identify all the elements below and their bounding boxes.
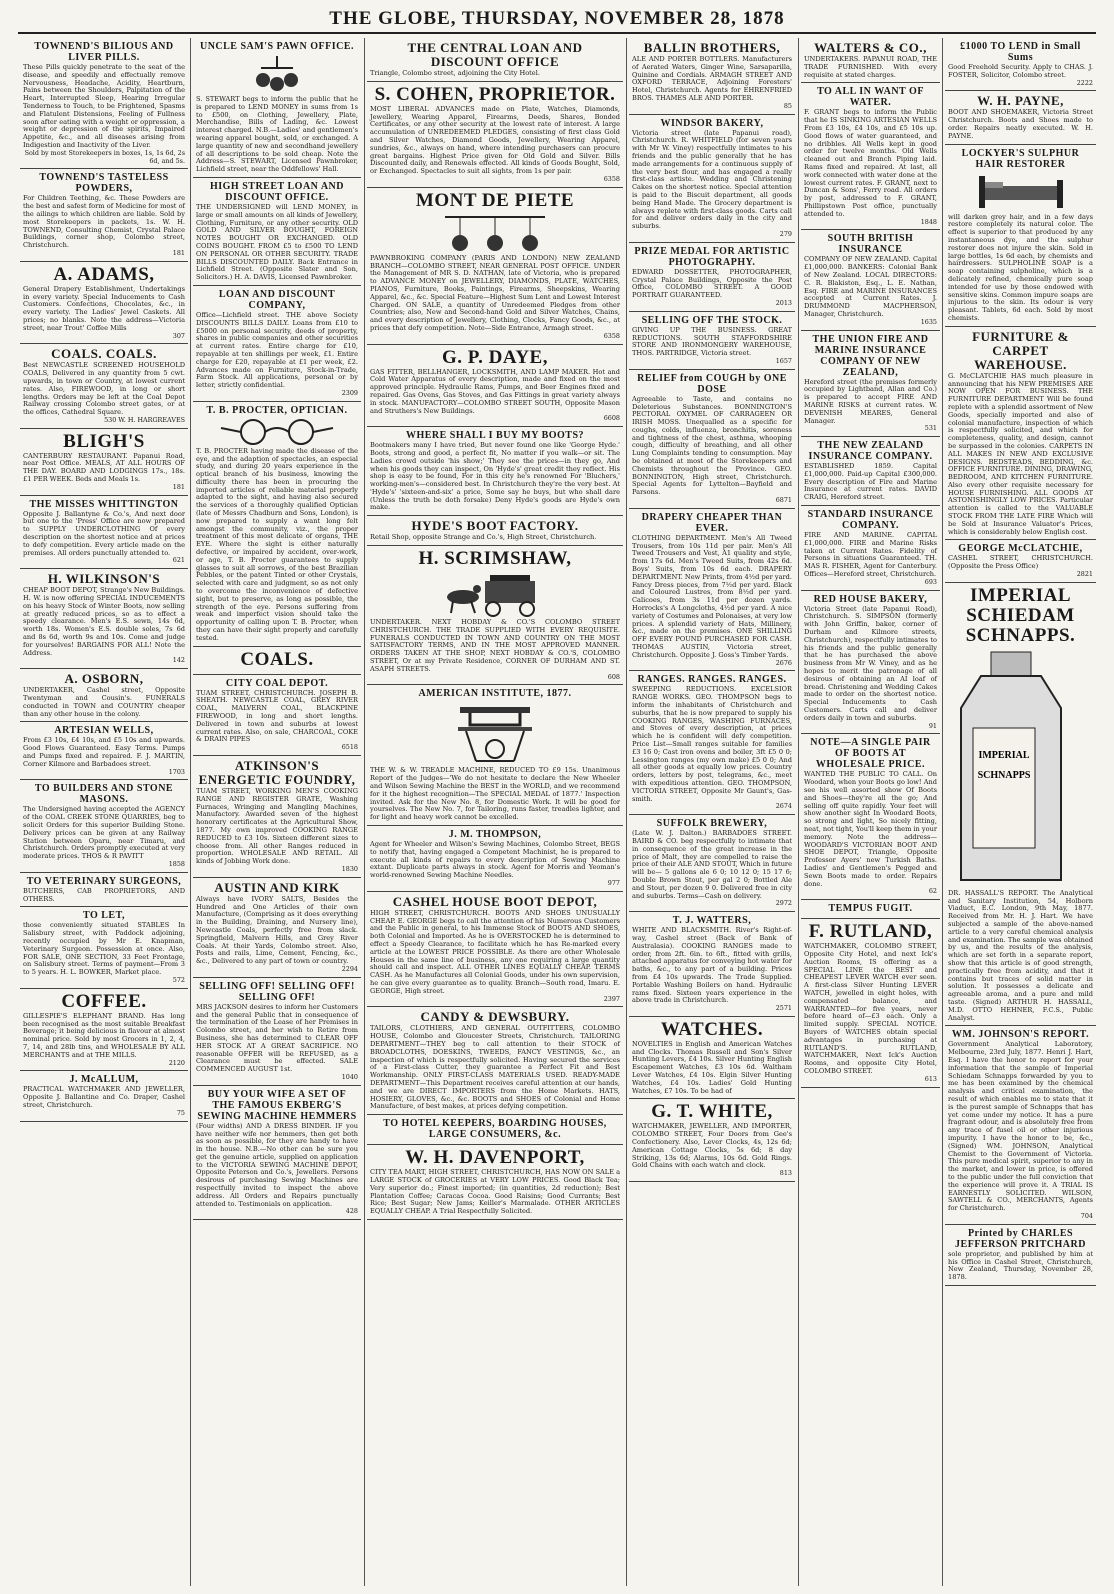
ad-body: These Pills quickly penetrate to the seat of the disease, and speedily and effectually remove Nervousness, Headache, Acidity, Heartburn, Pains between the Shoulders, Palpitation of the Heart, Interrupted Sleep, Hearing Irregular Tenderness to Touch, to be Frightened, Spasms and Flatulent Distensions, Feeling of Fullness soon after eating with a weight or oppression, a weight or depression of the spirits, Impaired Appetite, &c., and all diseases arising from Indigestion and Inactivity of the Liver. [23, 63, 185, 149]
ad-body: Victoria Street (late Papanui Road), Christchurch. S. SIMPSON (formerly with John Griffin, baker, corner of Durham and Kilmore streets, Christchurch), respectfully intimates to his friends and the public generally that he has purchased the above business from Mr W. Viney, and as he hopes to merit the patronage of all desirous of obtaining an AI loaf of bread. Christening and Wedding Cakes made to order on the shortest notice. Special Inducements to Cash Customers. Carts call and deliver orders daily in town and suburbs. [804, 604, 937, 722]
ad-number: 1858 [168, 859, 185, 868]
ad-number: 6358 [603, 174, 620, 183]
advertisement [629, 815, 795, 912]
ad-title: FURNITURE & CARPET WAREHOUSE. [972, 328, 1069, 372]
ad-body: MRS JACKSON desires to inform her Customers and the general Public that in consequence of the termination of the Lease of her Premises in Colombo street, and her wish to Retire from Business, she has determined to CLEAR OFF HER STOCK AT A GREAT SACRIFICE. NO reasonable OFFER will be REFUSED, as a Clearance must be effected. SALE COMMENCED AUGUST 1st. [196, 1002, 359, 1074]
ad-body: PRACTICAL WATCHMAKER AND JEWELLER, Opposite J. Ballantine and Co. Draper, Cashel street, Christchurch. [23, 1085, 185, 1109]
column-rule [942, 38, 943, 1586]
ad-body: THE UNDERSIGNED will LEND MONEY, in large or small amounts on all kinds of Jewellery, Clothing, Furniture, or any other security. OLD GOLD AND SILVER BOUGHT, FOREIGN NOTES BOUGHT OR EXCHANGED. OLD COINS BOUGHT. FROM £5 to £500 TO LEND ON PERSONAL OR OTHER SECURITY. TRADE BILLS DISCOUNTED DAILY. Back Entrance in Lichfield Street. (Opposite Slater and Son, Solicitors.) H. A. DAVIS, Licensed Pawnbroker. [196, 202, 358, 282]
advertisement [20, 1071, 188, 1121]
column-1 [20, 38, 188, 1586]
ad-body: Victoria street (late Papanui road), Christchurch. R. WHITFIELD (for seven years with Mr W. Viney) respectfully intimates to his friends and the public generally that he has made arrangements for a continuous supply of the very best flour, and has engaged a really first-class artiste. Wedding and Christening Cakes on the shortest notice. Special attention is paid to the Biscuit department, all goods being Hand Made. The Grocery department is always replete with first-class goods. Carts call for and deliver orders daily in the city and suburbs. [632, 128, 792, 231]
advertisement [20, 569, 188, 669]
pawn-illustration [255, 54, 299, 94]
ad-body: Always have IVORY SALTS, Besides the Hundred and One Articles of their own Manufacture, (Comprising as it does everything in the Building, Draining, and Nursery line), Newcastle Coals, perfectly free from slack. Springfield, Malvern Hills, and Grey River Coals. At their Yards, Colombo street. Also, Posts and rails, Lime, Cement, Fencing, &c., &c., Delivered to any part of town or country. [196, 894, 358, 966]
advertisement [629, 912, 795, 1017]
ad-title: COALS. COALS. [51, 346, 157, 362]
ad-body: will darken grey hair, and in a few days restore completely its natural color. The effect is superior to that produced by any instantaneous dye, and the sulphur restorer does not injure the skin. Sold in large bottles, 1s 6d each, by chemists and hairdressers. SULPHOLINE SOAP is a soap containing sulpholine, which is a delicately refined, chemically pure soap intended for use by those endowed with sensitive skins. Common impure soaps are injurious to the skin. Its odour is very pleasant. Tablets, 6d each. Sold by most chemists. [948, 212, 1093, 322]
ad-body: ALE AND PORTER BOTTLERS. Manufacturers of Aerated Waters, Ginger Wine, Sarsaparilla, Quinine and Cordials. ARMAGH STREET AND OXFORD TERRACE, Adjoining Foresters' Hotel, Christchurch. Agents for EHRENFRIED BROS. THAMES ALE AND PORTER. [632, 55, 792, 102]
ad-title: WINDSOR BAKERY, [660, 117, 764, 129]
ad-title: J. McALLUM, [69, 1074, 139, 1086]
ad-body: Agreeable to Taste, and contains no Deleterious Substances. BONNINGTON'S PECTORAL OXYMEL OF CARRAGEEN OR IRISH MOSS. Unequalled as a specific for coughs, colds, influenza, bronchitis, soreness and tightness of the chest, asthma, whooping cough, difficulty of breathing, and all other Lung Complaints tending to consumption. May be obtained at most of the Storekeepers and Chemists throughout the Province. GEO. BONNINGTON, High street, Christchurch. Special Agents for Lyttelton—Bayfield and Parsons. [632, 394, 792, 497]
bottle-illustration [951, 648, 1091, 888]
ad-number: 91 [928, 721, 937, 730]
ad-title: A. ADAMS, [53, 263, 155, 285]
ad-body: DR. HASSALL'S REPORT. The Analytical and Sanitary Institution, 54, Holborn Viaduct, E.C. London, 9th May, 1877. Received from Mr. H. J. Hart. We have subjected a sample of the above-named article to a very careful chemical analysis and examination. The sample was obtained by us, and the results of the analysis, which are set forth in a separate report, show that this article is of good strength, practically free from acidity, and that it contains but traces of solid matter in solution. It possesses a delicate and agreeable aroma, and a pure and mild taste. (Signed) ARTHUR H. HASSALL, M.D. OTTO HEHNER, F.C.S., Public Analyst. [948, 888, 1093, 1022]
ad-number: 613 [924, 1074, 937, 1083]
ad-body: Retail Shop, opposite Strange and Co.'s, High Street, Christchurch. [370, 533, 597, 542]
advertisement [629, 243, 795, 312]
ad-body: GILLESPIE'S ELEPHANT BRAND. Has long been recognised as the most suitable Breakfast Beverage; it being delicious in flavour at almost nominal price. Sold by most Grocers in 1, 2, 4, 7, 14, and 28lb tins, and WHOLESALE BY ALL MERCHANTS and at THE MILLS. [23, 1011, 185, 1059]
ad-title: AMERICAN INSTITUTE, 1877. [418, 688, 572, 700]
ad-number: 6358 [603, 331, 620, 340]
ad-title: THE NEW ZEALAND INSURANCE COMPANY. [808, 440, 933, 463]
ad-title: J. M. THOMPSON, [448, 829, 542, 841]
ad-title: COALS. [240, 648, 314, 670]
advertisement [945, 38, 1096, 91]
ad-body: FIRE AND MARINE. CAPITAL £1,000,000. FIRE and Marine Risks taken at Current Rates. Fidelity of Persons in situations Guaranteed. TH. MAS R. FISHER, Agent for Canterbury. Offices—Hereford street, Christchurch. [804, 531, 937, 579]
ad-body: COMPANY OF NEW ZEALAND. Capital £1,000,000. BANKERS: Colonial Bank of New Zealand. LOCAL DIRECTORS: C. R. Blakiston, Esq., L. E. Nathan, Esq. FIRE and MARINE INSURANCES accepted at Current Rates. J. DRUMMOND MACPHERSON, Manager, Christchurch. [804, 255, 937, 318]
advertisement [367, 38, 623, 82]
ad-number: 142 [172, 656, 185, 665]
ad-body: T. B. PROCTER having made the disease of the eye, and the adaption of spectacles, an especial study, and during 20 years experience in the optical branch of his business, knowing the difficulty there has been in procuring the imported articles of reliable material properly adapted to the sight, and having also secured the services of a thoroughly qualified Optician (late of Messrs Chadburn and Sons, London), is now prepared to supply a want long felt amongst the community, viz., the proper treatment of this most delicate of organs, THE EYE. Where the sight is either naturally defective, or impaired by accident, over-work, or age, T. B. Procter guarantees to supply glasses to suit all sorrows, of the best Brazilian Pebbles, or the patent Tinted or other Crystals, selected with care and judgment, so as not only to overcome the inconvenience of defective sight, but to preserve, as long as possible, the strength of the eye. Persons suffering from weak and imperfect vision should take the opportunity of calling upon T. B. Procter, when they can have their sight properly and carefully tested. [196, 446, 358, 642]
ad-title: THE CENTRAL LOAN AND DISCOUNT OFFICE [407, 40, 583, 69]
ad-body: GIVING UP THE BUSINESS. GREAT REDUCTIONS. SOUTH STAFFORDSHIRE STORE AND IRONMONGERY WAREHOUSE, THOS. PARTRIDGE, Victoria street. [632, 325, 792, 358]
ad-body: CLOTHING DEPARTMENT. Men's All Tweed Trousers, from 10s 11d per pair. Men's All Tweed Trousers and Vest, A1 quality and style, from 17s 6d. Men's Tweed Suits, from 42s 6d. Boys' Suits, from 10s 6d each. DRAPERY DEPARTMENT. New Prints, from 4½d per yard. Fancy Dress pieces, from 7½d per yard. Black and Coloured Lustres, from 8½d per yard. Calicoes, from 3s 11d per dozen yards. Horrocks's A Longcloths, 4½d per yard. A nice variety of Costumes and Polonaises, at very low prices. A splendid variety of Hats, Millinery, &c., made on the premises. ONE SHILLING OFF EVERY POUND PURCHASED FOR CASH. THOMAS AUSTIN, Victoria street, Christchurch. Opposite J. Goss's Timber Yards. [632, 533, 792, 659]
ad-title: RELIEF from COUGH by ONE DOSE [637, 372, 787, 395]
masthead-title: THE GLOBE, THURSDAY, NOVEMBER 28, 1878 [18, 6, 1096, 34]
ad-number: 2222 [1076, 78, 1093, 87]
balls-illustration [435, 213, 555, 253]
ad-number: 704 [1080, 1211, 1093, 1220]
ad-title: BUY YOUR WIFE A SET OF THE FAMOUS EKBERG'S SEWING MACHINE HEMMERS [197, 1088, 357, 1122]
advertisement [367, 685, 623, 826]
hearse-illustration [435, 571, 555, 617]
ad-body: Good Freehold Security. Apply to CHAS. J. FOSTER, Solicitor, Colombo street. [948, 63, 1093, 79]
ad-number: 621 [172, 556, 185, 565]
ad-body: Office—Lichfield street. THE above Society DISCOUNTS BILLS DAILY. Loans from £10 to £5000 on personal security, deeds of property, shares in public companies and other securities at current rates. Entire charge for £10, repayable at ten shillings per week, £1. Entire charge for £20, repayable at £1 per week, £2. Advances made on Furniture, Stock-in-Trade, Farm Stock. All applications, personal or by letter, strictly confidential. [196, 310, 358, 390]
ad-body: Hereford street (the premises formerly occupied by Lightband, Allan and Co.) is prepared to accept FIRE AND MARINE RISKS at current rates. W. DEVENISH MEARES, General Manager. [804, 377, 937, 425]
advertisement [629, 1017, 795, 1100]
advertisement [629, 38, 795, 115]
ad-title: SOUTH BRITISH INSURANCE [827, 233, 914, 256]
advertisement [801, 230, 940, 330]
ad-body: Bootmakers many I have tried, But never found one like 'George Hyde.' Boots, strong and good, a perfect fit, No matter if you walk—or sit. The Ladies crowd outside 'his show;' They see the prices—in they go, And when his goods they can inspect, On 'Hyde's' great credit they reflect. His shop is easy to be found, For in this city he's renowned For 'Bluchers,' working-men's—considered best. In Christchurch they're the very best. At 'Hyde's' 'sixteen-and-six' a price, Some say he buys, but who shall dare (Unless the truth be doth forsake) Deny Hyde's goods are Hyde's own make. [370, 441, 620, 512]
advertisement [193, 647, 361, 675]
ad-title: TO ALL IN WANT OF WATER. [817, 86, 924, 109]
ad-number: 2397 [603, 994, 620, 1003]
ad-number: 181 [172, 482, 185, 491]
advertisement [20, 344, 188, 428]
column-2 [193, 38, 361, 1586]
ad-body: BUTCHERS, CAB PROPRIETORS, AND OTHERS. [23, 886, 185, 903]
ad-number: 1635 [920, 317, 937, 326]
ad-body: EDWARD DOSSETTER, PHOTOGRAPHER, Crystal Palace Buildings, Opposite the Post Office, COLOMBO STREET. A GOOD PORTRAIT GUARANTEED. [632, 267, 792, 300]
ad-number: 572 [172, 975, 185, 984]
advertisement [193, 675, 361, 756]
ad-body: WANTED THE PUBLIC TO CALL. On Woodard, when your Boots go low! And see his well assorted show Of Boots and Shoes—they're all the go; And selling off quite rapidly. Your feet will show another sight In Woodard Boots, so strong and light, So nicely fitting, neat, not tight, You'll keep them in your memory. Note the address— WOODARD'S VICTORIAN BOOT AND SHOE DEPOT, Triangle, Opposite Professor Ayers' new Turkish Baths. Ladies' and Gentlemen's Pegged and Sewn Boots made to order. Repairs done. [804, 770, 937, 888]
ad-number: 2676 [775, 658, 792, 667]
advertisement [193, 1086, 361, 1221]
ad-title: LOAN AND DISCOUNT COMPANY, [218, 288, 336, 311]
ad-body: NOVELTIES in English and American Watches and Clocks. Thomas Russell and Son's Silver Hunting Levers, £4 10s. Silver Hunting English Escapement Watches, £3 10s 6d. Waltham Lever Watches, £4 10s. Elgin Silver Hunting Watches, £4 10s. Ladies' Gold Hunting Watches, £7 10s. To be had of [632, 1039, 792, 1095]
ad-title: SUFFOLK BREWERY, [656, 818, 768, 830]
advertisement [367, 546, 623, 685]
ad-body: Opposite J. Ballantyne & Co.'s, And next door but one to the 'Press' Office are now prepared to SUPPLY UNDERCLOTHING Of every description on the shortest notice and at prices to defy competition. Every article made on the premises. All orders punctually attended to. [23, 509, 185, 557]
ad-body: GAS FITTER, BELLHANGER, LOCKSMITH, AND LAMP MAKER. Hot and Cold Water Apparatus of every description, made and fixed on the most approved principle. Hydraulic Rams, Pumps, and Beer Engines fixed and repaired. Gas Ovens, Gas Stoves, and Gas Fittings in great variety always in stock. MANUFACTORY—COLOMBO STREET SOUTH, Opposite Mason and Struthers's New Buildings. [370, 367, 620, 415]
ad-number: 2571 [775, 1004, 792, 1013]
ad-number: 1848 [920, 217, 937, 226]
ad-title: TO VETERINARY SURGEONS, [26, 875, 182, 887]
ad-number: 307 [172, 331, 185, 340]
bed-illustration [971, 172, 1071, 212]
ad-title: T. B. PROCTER, OPTICIAN. [206, 404, 348, 416]
ad-body: Government Analytical Laboratory, Melbourne, 23rd July, 1877. Henri J. Hart, Esq. I have the honor to report for your information that the sample of Imperial Schiedam Schnapps forwarded by you to me has been examined by the chemical analysis and critical examination, the result of which enables me to state that it is the purest sample of Schnapps that has yet come under my notice. It has a pure fragrant odour, and is absolutely free from any trace of fusel oil or other injurious impurity. I have the honor to be, &c., (Signed) WM. JOHNSON, Analytical Chemist to the Government of Victoria. This pure medical spirit, superior to any in the market, and lower in price, is offered to the public under the full conviction that the experience will prove it. A TRIAL IS EARNESTLY SOLICITED. WILSON, SAWTELL & CO., MERCHANTS, Agents for Christchurch. [948, 1040, 1093, 1213]
advertisement [801, 734, 940, 900]
column-6 [945, 38, 1096, 1586]
column-5 [801, 38, 940, 1586]
advertisement [20, 873, 188, 908]
ad-title: TOWNEND'S BILIOUS AND LIVER PILLS. [34, 41, 174, 63]
advertisement [367, 516, 623, 546]
ad-body: Best NEWCASTLE SCREENED HOUSEHOLD COALS, Delivered in any quantity from 5 cwt. upwards, in town or Country, at lowest current rates. Also, FIREWOOD, in long or short lengths. Orders may be left at the Coal Depot Railway crossing Colombo street gates, or at the offices, Cathedral Square. [23, 361, 185, 417]
column-rule [364, 38, 365, 1586]
ad-title: RED HOUSE BAKERY, [813, 593, 928, 605]
ad-title: H. WILKINSON'S [47, 571, 161, 587]
ad-title: BLIGH'S [63, 430, 145, 452]
ad-number: 6608 [603, 414, 620, 423]
ad-number: 62 [928, 887, 937, 896]
advertisement [367, 82, 623, 188]
ad-body: sole proprietor, and published by him at his Office in Cashel Street, Christchurch, New Zealand, Thursday, November 28, 1878. [948, 1249, 1093, 1282]
ad-title: BALLIN BROTHERS, [643, 40, 781, 55]
ad-title: Printed by CHARLES JEFFERSON PRITCHARD [955, 1227, 1086, 1250]
bottle-label-1: IMPERIAL [977, 749, 1030, 761]
ad-title: CANDY & DEWSBURY. [420, 1009, 570, 1025]
ad-title: CITY COAL DEPOT. [225, 677, 329, 689]
ad-title: F. RUTLAND, [808, 921, 933, 943]
ad-body: SWEEPING REDUCTIONS. EXCELSIOR RANGE WORKS. GEO. THOMPSON begs to inform the inhabitants of Christchurch and suburbs, that he is now prepared to supply his COOKING RANGES, WASHING FURNACES, and Stoves of every description, at prices which he is confident will defy competition. Price List—Small ranges suitable for families £3 16 0; Cast iron ovens and boiler, 3ft £5 0 0; Lessington ranges (my own make) £5 0 0; And all other goods at equally low prices. Country orders, letters by post, telegrams, &c., meet with expeditious attention. GEO. THOMPSON, VICTORIA STREET, Opposite Mr Gaunt's, Gas-smith. [632, 685, 792, 803]
advertisement [367, 1007, 623, 1115]
ad-title: THE MISSES WHITTINGTON [29, 498, 179, 510]
ad-body: G. McCLATCHIE HAS much pleasure in announcing that his NEW PREMISES ARE NOW OPEN FOR BUSINESS. THE FURNITURE DEPARTMENT Will be found replete with a splendid assortment of New Goods, specially imported and also of colonial manufacture, inspection of which is respectfully solicited, and which for completeness, quality, and design, cannot be surpassed in the colonies. CARPETS IN ALL MAKES IN NEW AND EXCLUSIVE DESIGNS. BEDSTEADS, BEDDING, &c. OFFICE FURNITURE. DINING, DRAWING, BEDROOM, AND KITCHEN FURNITURE. Also every other requisite necessary for HOUSE FURNISHING. ALL GOODS AT ASTONISHINGLY LOW PRICES. Particular attention is called to the VALUABLE STOCK FROM THE LATE FIRE Which will be Sold at Insurance Valuator's Prices, which is considerably below English cost. [948, 371, 1093, 536]
advertisement [801, 919, 940, 1087]
ad-number: 1830 [341, 864, 358, 873]
ad-body: (Late W. J. Dalton.) BARBADOES STREET. BAIRD & CO. beg respectfully to intimate that in consequence of the great increase in the price of Malt, they are compelled to raise the price of their ALE AND STOUT, Which in future will be— 5 gallons ale 6 0; 10 12 0; 15 17 6; Double Brown Stout, per gal 2 0; Bottled Ale and Stout, per dozen 9 0. Delivered free in city and suburbs. Terms—Cash on delivery. [632, 829, 792, 900]
advertisement [20, 669, 188, 722]
ad-title: AUSTIN AND KIRK [214, 879, 340, 895]
advertisement [945, 1225, 1096, 1286]
ad-title: S. COHEN, PROPRIETOR. [374, 83, 616, 105]
advertisement [193, 38, 361, 178]
ad-body: CASHEL STREET, CHRISTCHURCH. (Opposite the Press Office) [948, 554, 1093, 571]
bottle-label-2: SCHNAPPS [977, 769, 1030, 781]
ad-body: those conveniently situated STABLES In Salisbury street, with Paddock adjoining, recently occupied by Mr E. Knapman, Veterinary Surgeon. Possession at once. Also, FOR SALE, ONE SECTION, 33 Feet Frontage, on Salisbury street. Terms of payment—From 3 to 5 years. H. L. BOWKER, Market place. [23, 921, 185, 977]
advertisement [801, 331, 940, 438]
ad-number: 608 [607, 672, 620, 681]
ad-title: WALTERS & CO., [814, 40, 927, 55]
ad-number: 2821 [1076, 570, 1093, 579]
ad-body: BOOT AND SHOEMAKER, Victoria Street Christchurch. Boots and Shoes made to order. Repairs neatly executed. W. H. PAYNE. [948, 108, 1093, 140]
ad-body: UNDERTAKER. NEXT HOBDAY & CO.'S COLOMBO STREET CHRISTCHURCH. THE TRADE SUPPLIED WITH EVERY REQUISITE. FUNERALS CONDUCTED IN TOWN AND COUNTRY ON THE MOST SATISFACTORY TERMS, AND IN THE MOST APPROVED MANNER. ORDERS TAKEN AT THE SHOP, NEXT HOBDAY & CO.'S, COLOMBO STREET, Or at my Private Residence, CORNER OF DURHAM AND ST. ASAPH STREETS. [370, 618, 620, 673]
ad-number: 530 W. H. HARGREAVES [104, 415, 185, 424]
advertisement [20, 429, 188, 496]
ad-title: UNCLE SAM'S PAWN OFFICE. [199, 41, 355, 52]
ad-body: Triangle, Colombo street, adjoining the City Hotel. [370, 69, 540, 77]
advertisement [801, 38, 940, 83]
advertisement [801, 506, 940, 591]
advertisement [801, 591, 940, 735]
ad-title: NOTE—A SINGLE PAIR OF BOOTS AT WHOLESALE PRICE. [810, 737, 931, 771]
advertisement [193, 878, 361, 978]
ad-title: TEMPUS FUGIT. [828, 903, 913, 915]
advertisement [367, 1115, 623, 1145]
ad-body: MOST LIBERAL ADVANCES made on Plate, Watches, Diamonds, Jewellery, Wearing Apparel, Firearms, Deeds, Shares, Bonded Certificates, or any other security at the lowest rate of interest. A large accumulation of UNREDEEMED PLEDGES, consisting of first class Gold and Silver Watches, Diamond Goods, Jewellery, Wearing Apparel, sundries, &c., always on hand, where intending purchasers can procure great bargains. Highest Price given for Old Gold and Silver. Bills Discounted daily, and Renewals effected. All kinds of Goods Bought, Sold, or Exchanged. Spectacles to suit all sights, from 1s per pair. [370, 104, 620, 176]
ad-title: SELLING OFF THE STOCK. [641, 314, 783, 326]
ad-title: WHERE SHALL I BUY MY BOOTS? [405, 430, 585, 442]
ad-body: (Four widths) AND A DRESS BINDER. IF you have neither wife nor hemmers, then get both as soon as possible, for they are handy to have in the house. N.B.—No other can be sure you get the genuine article, supplied on application to the VICTORIA SEWING MACHINE DEPOT, Opposite Peterson and Co.'s, Jewellers. Persons desirous of purchasing Sewing Machines are respectfully invited to inspect the above address. All Orders and Repairs punctually attended to. Testimonials on application. [196, 1121, 358, 1208]
ad-title: MONT DE PIETE [415, 189, 575, 211]
ad-body: TUAM STREET, CHRISTCHURCH. JOSEPH B. SHEATH. NEWCASTLE COAL, GREY RIVER COAL, MALVERN COAL, BLACKPINE FIREWOOD, in long and short lengths. Delivered in town and suburbs at lowest current rates. Also, on sale, CHARCOAL, COKE & DRAIN PIPES [196, 688, 358, 744]
ad-number: 2294 [341, 964, 358, 973]
ad-number: 2674 [775, 802, 792, 811]
ad-title: TO LET, [82, 910, 126, 922]
ad-number: 813 [779, 1169, 792, 1178]
advertisement [629, 1099, 795, 1182]
column-4 [629, 38, 795, 1586]
ad-body: UNDERTAKER, Cashel street, Opposite Twentyman and Cousin's. FUNERALS conducted in TOWN and COUNTRY cheaper than any other house in the colony. [23, 686, 185, 718]
advertisement [629, 370, 795, 509]
ad-title: RANGES. RANGES. RANGES. [637, 674, 787, 686]
ad-number: 279 [779, 229, 792, 238]
ad-body: TAILORS, CLOTHIERS, AND GENERAL OUTFITTERS, COLOMBO HOUSE, Colombo and Gloucester Streets, Christchurch. TAILORING DEPARTMENT—THEY beg to call attention to their STOCK of BROADCLOTHS, DOESKINS, TWEEDS, FANCY VESTINGS, &c., an inspection of which is respectfully solicited. Having secured the services of a First-class Cutter, they guarantee a Perfect Fit and Best Workmanship. ONLY FIRST-CLASS MATERIALS USED. READY-MADE DEPARTMENT—This Department receives careful attention at our hands, and we are DIRECT IMPORTERS from the Home Markets. HATS, HOSIERY, GLOVES, &c., &c. BOOTS and SHOES of Colonial and Home Manufacture, of best makes, at prices defying competition. [370, 1024, 620, 1111]
column-rule [626, 38, 627, 1586]
ad-title: TOWNEND'S TASTELESS POWDERS, [39, 172, 169, 195]
advertisement [367, 427, 623, 516]
ad-body: CHEAP BOOT DEPOT, Strange's New Buildings. H. W. is now offering SPECIAL INDUCEMENTS on his heavy Stock of Winter Boots, now selling at greatly reduced prices, so as to effect a speedy clearance. Men's E.S. sewn, 14s 6d, worth 18s. Women's E.S. double soles, 7s 6d and 8s 6d, worth 9s and 10s. Come and judge for yourselves! BARGAINS FOR ALL! Note the Address. [23, 586, 185, 657]
ad-title: ARTESIAN WELLS, [54, 725, 154, 737]
ad-title: LOCKYER'S SULPHUR HAIR RESTORER [961, 147, 1080, 170]
ad-body: WATCHMAKER, JEWELLER, AND IMPORTER, COLOMBO STREET, Four Doors from Gee's Confectionery. Also, Lever Clocks, 4s, 12s 6d; American Cottage Clocks, 5s 6d; 8 day Striking, 13s 6d; Alarms, 10s 6d. Gold Rings. Gold Chains with each watch and clock. [632, 1122, 792, 1170]
advertisement [945, 540, 1096, 582]
ad-body: ESTABLISHED 1859. Capital £1,000,000. Paid-up Capital £300,000. Every description of Fire and Marine Insurance at current rates. DAVID CRAIG, Hereford street. [804, 462, 937, 502]
ad-title: T. J. WATTERS, [672, 915, 752, 927]
column-rule [190, 38, 191, 1586]
ad-number: 2972 [775, 899, 792, 908]
ad-title: HIGH STREET LOAN AND DISCOUNT OFFICE. [209, 180, 344, 203]
ad-number: 531 [924, 424, 937, 433]
ad-body: S. STEWART begs to inform the public that he is prepared to LEND MONEY in sums from 1s to £500, on Clothing, Jewellery, Plate, Merchandise, Bills of Lading, &c. Lowest interest charged. N.B.—Ladies' and gentlemen's wearing apparel bought, sold, or exchanged. A large quantity of new and secondhand jewellery of all descriptions to be sold cheap. Note the Address—S. STEWART, Licensed Pawnbroker, Lichfield street, near the Oddfellows' Hall. [196, 95, 358, 174]
advertisement [629, 509, 795, 672]
advertisement [629, 312, 795, 370]
ad-title: CASHEL HOUSE BOOT DEPOT, [392, 893, 598, 909]
ad-title: H. SCRIMSHAW, [418, 548, 572, 570]
ad-number: 977 [607, 879, 620, 888]
ad-number: 181 [172, 248, 185, 257]
advertisement [801, 900, 940, 919]
ad-number: 2013 [775, 298, 792, 307]
ad-body: Agent for Wheeler and Wilson's Sewing Machines, Colombo Street, BEGS to notify that, having engaged a Competent Machinist, he is prepared to execute all kinds of repairs to every description of Sewing Machine extant. Duplicate parts always in stock. Agent for Morris and Yeoman's world-renowned Sewing Machine Needles. [370, 840, 620, 880]
ad-title: £1000 TO LEND in Small Sums [960, 41, 1081, 63]
advertisement [629, 671, 795, 815]
ad-number: 693 [924, 577, 937, 586]
ad-number: 2309 [341, 388, 358, 397]
ad-body: PAWNBROKING COMPANY (PARIS AND LONDON) NEW ZEALAND BRANCH—COLOMBO STREET, NEAR GENERAL POST OFFICE. UNDER the Management of MR S. D. NATHAN, late of Victoria, who is prepared to ADVANCE MONEY on JEWELLERY, DIAMONDS, PLATE, WATCHES, PIANOS, Furniture, Books, Paintings, Firearms, Sheepskins, Wearing Apparel, &c., &c. Special Feature—Highest Sum Lent and Lowest Interest Charged. ON SALE, a quantity of Unredeemed Pledges from other Countries; also, New and Second-hand Gold and Silver Watches, Chains, and every description of Jewellery, Clothing, Clocks, Fancy Goods, &c., at prices that defy competition. Note—Side Entrance, Armagh street. [370, 253, 620, 332]
ad-number: 75 [176, 1108, 185, 1117]
ad-title: STANDARD INSURANCE COMPANY. [807, 509, 934, 532]
ad-title: W. H. DAVENPORT, [405, 1147, 585, 1169]
advertisement [629, 115, 795, 243]
advertisement [20, 38, 188, 169]
ad-number: 6871 [775, 496, 792, 505]
ad-number: 1657 [775, 356, 792, 365]
advertisement [193, 178, 361, 286]
advertisement [367, 345, 623, 428]
ad-number: 428 [345, 1207, 358, 1216]
ad-title: A. OSBORN, [64, 671, 144, 687]
ad-title: COFFEE. [61, 990, 147, 1012]
ad-title: TO HOTEL KEEPERS, BOARDING HOUSES, LARGE CONSUMERS, &c. [383, 1118, 607, 1141]
advertisement [367, 1145, 623, 1220]
ad-title: IMPERIAL SCHIEDAM SCHNAPPS. [965, 584, 1076, 646]
ad-body: General Drapery Establishment, Undertakings in every variety. Special Inducements to Cash Customers. Confections, Chocolates, &c., in every variety. The Ladies' Jewel Caskets. All prices; no blanks. Note the address—Victoria street, near Trout' Coffee Mills [23, 284, 185, 332]
advertisement [193, 978, 361, 1086]
ad-body: WATCHMAKER, COLOMBO STREET, Opposite City Hotel, and next Ick's Auction Rooms, IS offering as a SPECIAL LINE the BEST and CHEAPEST LEVER WATCH ever seen. A first-class Silver Hunting LEVER WATCH, jewelled in eight holes, with compensated balance, and WARRANTED—for five years, never before heard of—£3 each. Only a limited supply. SPECIAL NOTICE. Buyers of WATCHES obtain special advantages in purchasing at RUTLAND'S. RUTLAND, WATCHMAKER, Next Ick's Auction Rooms, and opposite City Hotel, COLOMBO STREET. [804, 942, 937, 1075]
column-3 [367, 38, 623, 1586]
ad-title: G. T. WHITE, [651, 1101, 773, 1123]
advertisement [945, 91, 1096, 144]
sewing-illustration [440, 701, 550, 765]
advertisement [20, 169, 188, 261]
advertisement [801, 83, 940, 230]
advertisement [367, 188, 623, 345]
ad-number: 1703 [168, 767, 185, 776]
ad-title: WM. JOHNSON'S REPORT. [951, 1029, 1090, 1041]
advertisement [367, 892, 623, 1008]
advertisement [801, 437, 940, 506]
advertisement [193, 286, 361, 402]
advertisement [20, 907, 188, 988]
ad-number: 85 [783, 101, 792, 110]
ad-title: THE UNION FIRE AND MARINE INSURANCE COMPANY OF NEW ZEALAND, [812, 333, 929, 378]
ad-title: WATCHES. [660, 1018, 764, 1040]
ad-body: THE W. & W. TREADLE MACHINE, REDUCED TO £9 15s. Unanimous Report of the Judges—'We do not hesitate to declare the New Wheeler and Wilson Sewing Machine the BEST in the WORLD, and we recommend for it the highest recognition—The SPECIAL MEDAL of 1877.' Inspection invited. Ask for the New No. 8, for Domestic Work. It will be good for yourselves. The New No. 7, for Tailoring, runs faster, treadles lighter, and for light and heavy work cannot be excelled. [370, 766, 620, 822]
ad-body: CITY TEA MART, HIGH STREET, CHRISTCHURCH, HAS NOW ON SALE a LARGE STOCK of GROCERIES at VERY LOW PRICES. Good Black Tea; Very superior do.; Finest imported; (in quantities, 2d reduction); Best Plantation Coffee; Caracas Cocoa. Good Raisins; Good Currants; Best Rice; Best Sugar; New Jams; Keiller's Marmalade. OTHER ARTICLES EQUALLY CHEAP. A Trial Respectfully Solicited. [370, 1168, 620, 1216]
advertisement [945, 145, 1096, 327]
ad-title: PRIZE MEDAL FOR ARTISTIC PHOTOGRAPHY. [634, 245, 790, 268]
ad-number: Sold by most Storekeepers in boxes, 1s, 1s 6d, 2s 6d, and 5s. [24, 148, 185, 165]
ad-body: TUAM STREET, WORKING MEN'S COOKING RANGE AND REGISTER GRATE, Washing Furnaces, Wringing and Mangling Machines, Manufactory. Awarded seven of the highest honorary certificates at the Agricultural Show, 1877. My own improved COOKING RANGE REDUCED to £3 10s. Sixteen different sizes to choose from. All other Ranges reduced in proportion. WHOLESALE AND RETAIL. All kinds of Jobbing Work done. [196, 787, 358, 866]
advertisement [193, 756, 361, 878]
advertisement [20, 989, 188, 1072]
ad-body: WHITE AND BLACKSMITH. River's Right-of-way, Cashel street (Back of Bank of Australasia). COOKING RANGES made to order, from 2ft. 6in. to 6ft., fitted with grills, attached apparatus for conveying hot water for baths, &c., to any part of a building. Prices from £4 10s upwards. The Trade Supplied. Portable Washing Boilers on hand. Hydraulic rams fixed. Sixteen years experience in the above trade in Christchurch. [632, 926, 792, 1005]
ad-number: 6518 [341, 743, 358, 752]
ad-body: CANTERBURY RESTAURANT. Papanui Road, near Post Office. MEALS, AT ALL HOURS OF THE DAY. BOARD AND LODGINGS 17s., 18s. £1 PER WEEK. Beds and Meals 1s. [23, 451, 185, 484]
ad-title: TO BUILDERS AND STONE MASONS. [34, 783, 174, 806]
advertisement [20, 780, 188, 872]
ad-body: The Undersigned having accepted the AGENCY of the COAL CREEK STONE QUARRIES, beg to solicit Orders for this superior Building Stone. Delivery prices can be given at any Railway Station between Oparu, near Timaru, and Christchurch. Orders promptly executed at very moderate prices. THOS & R PAVITT [23, 805, 185, 861]
ad-title: G. P. DAYE, [442, 346, 548, 368]
ad-body: F. GRANT begs to inform the Public that he IS SINKING ARTESIAN WELLS From £3 10s, £4 10s, and £5 10s up. Good flows of water guaranteed, and no dribbles. All Wells kept in good order for twelve months. Old Wells cleaned out and Branch Piping laid. Rams fixed and repaired. At last, all work connected with water done at the lowest current rates. F. GRANT, next to Duncan & Sons', Ferry road. All orders by post, addressed to F. GRANT, Phillipstown Post office, punctually attended to. [804, 108, 937, 218]
advertisement [367, 826, 623, 892]
advertisement [20, 496, 188, 570]
ad-body: For Children Teething, &c. These Powders are the best and safest form of Medicine for most of the ailings to which children are liable. Sold by most Storekeepers in packets, 1s. W. H. TOWNEND, Consulting Chemist, Crystal Palace Buildings, corner shop, Colombo street, Christchurch. [23, 194, 185, 250]
ad-body: UNDERTAKERS. PAPANUI ROAD, THE TRADE FURNISHED. With every requisite at stated charges. [804, 55, 937, 79]
column-rule [798, 38, 799, 1586]
advertisement [20, 722, 188, 780]
ad-title: SELLING OFF! SELLING OFF! SELLING OFF! [199, 980, 355, 1003]
ad-title: W. H. PAYNE, [977, 93, 1064, 109]
ad-title: ATKINSON'S ENERGETIC FOUNDRY, [198, 758, 356, 787]
advertisement [193, 402, 361, 647]
ad-body: From £3 10s, £4 10s, and £5 10s and upwards. Good Flows Guaranteed. Easy Terms. Pumps and Pumps fixed and repaired. F. J. MARTIN, Corner Kilmore and Barbadoes street. [23, 736, 185, 768]
ad-title: HYDE'S BOOT FACTORY. [411, 518, 579, 534]
advertisement [945, 1026, 1096, 1224]
glasses-illustration [217, 418, 337, 446]
ad-number: 2120 [168, 1058, 185, 1067]
ad-body: HIGH STREET, CHRISTCHURCH. BOOTS AND SHOES UNUSUALLY CHEAP. E. GEORGE begs to call the attention of his Numerous Customers and the Public in general, to his Immense Stock of BOOTS AND SHOES, both Colonial and Imported. As he is OVERSTOCKED he is determined to effect a Speedy Clearance, to facilitate which he has Re-marked every article at the LOWEST PRICE POSSIBLE. As there are other Wholesale Houses in the same line of business, any one requiring a large quantity should call and inspect. ALL OTHER LINES EQUALLY CHEAP. TERMS CASH. As he Manufactures all Colonial Goods, under his own supervision, he can give every guarantee as to quality. Branch—South road, Imaru. E. GEORGE, High street. [370, 908, 620, 995]
advertisement [20, 262, 188, 345]
ad-title: DRAPERY CHEAPER THAN EVER. [641, 511, 783, 534]
ad-title: GEORGE McCLATCHIE, [958, 543, 1083, 555]
ad-number: 1040 [341, 1072, 358, 1081]
advertisement [945, 327, 1096, 541]
advertisement [945, 583, 1096, 1027]
